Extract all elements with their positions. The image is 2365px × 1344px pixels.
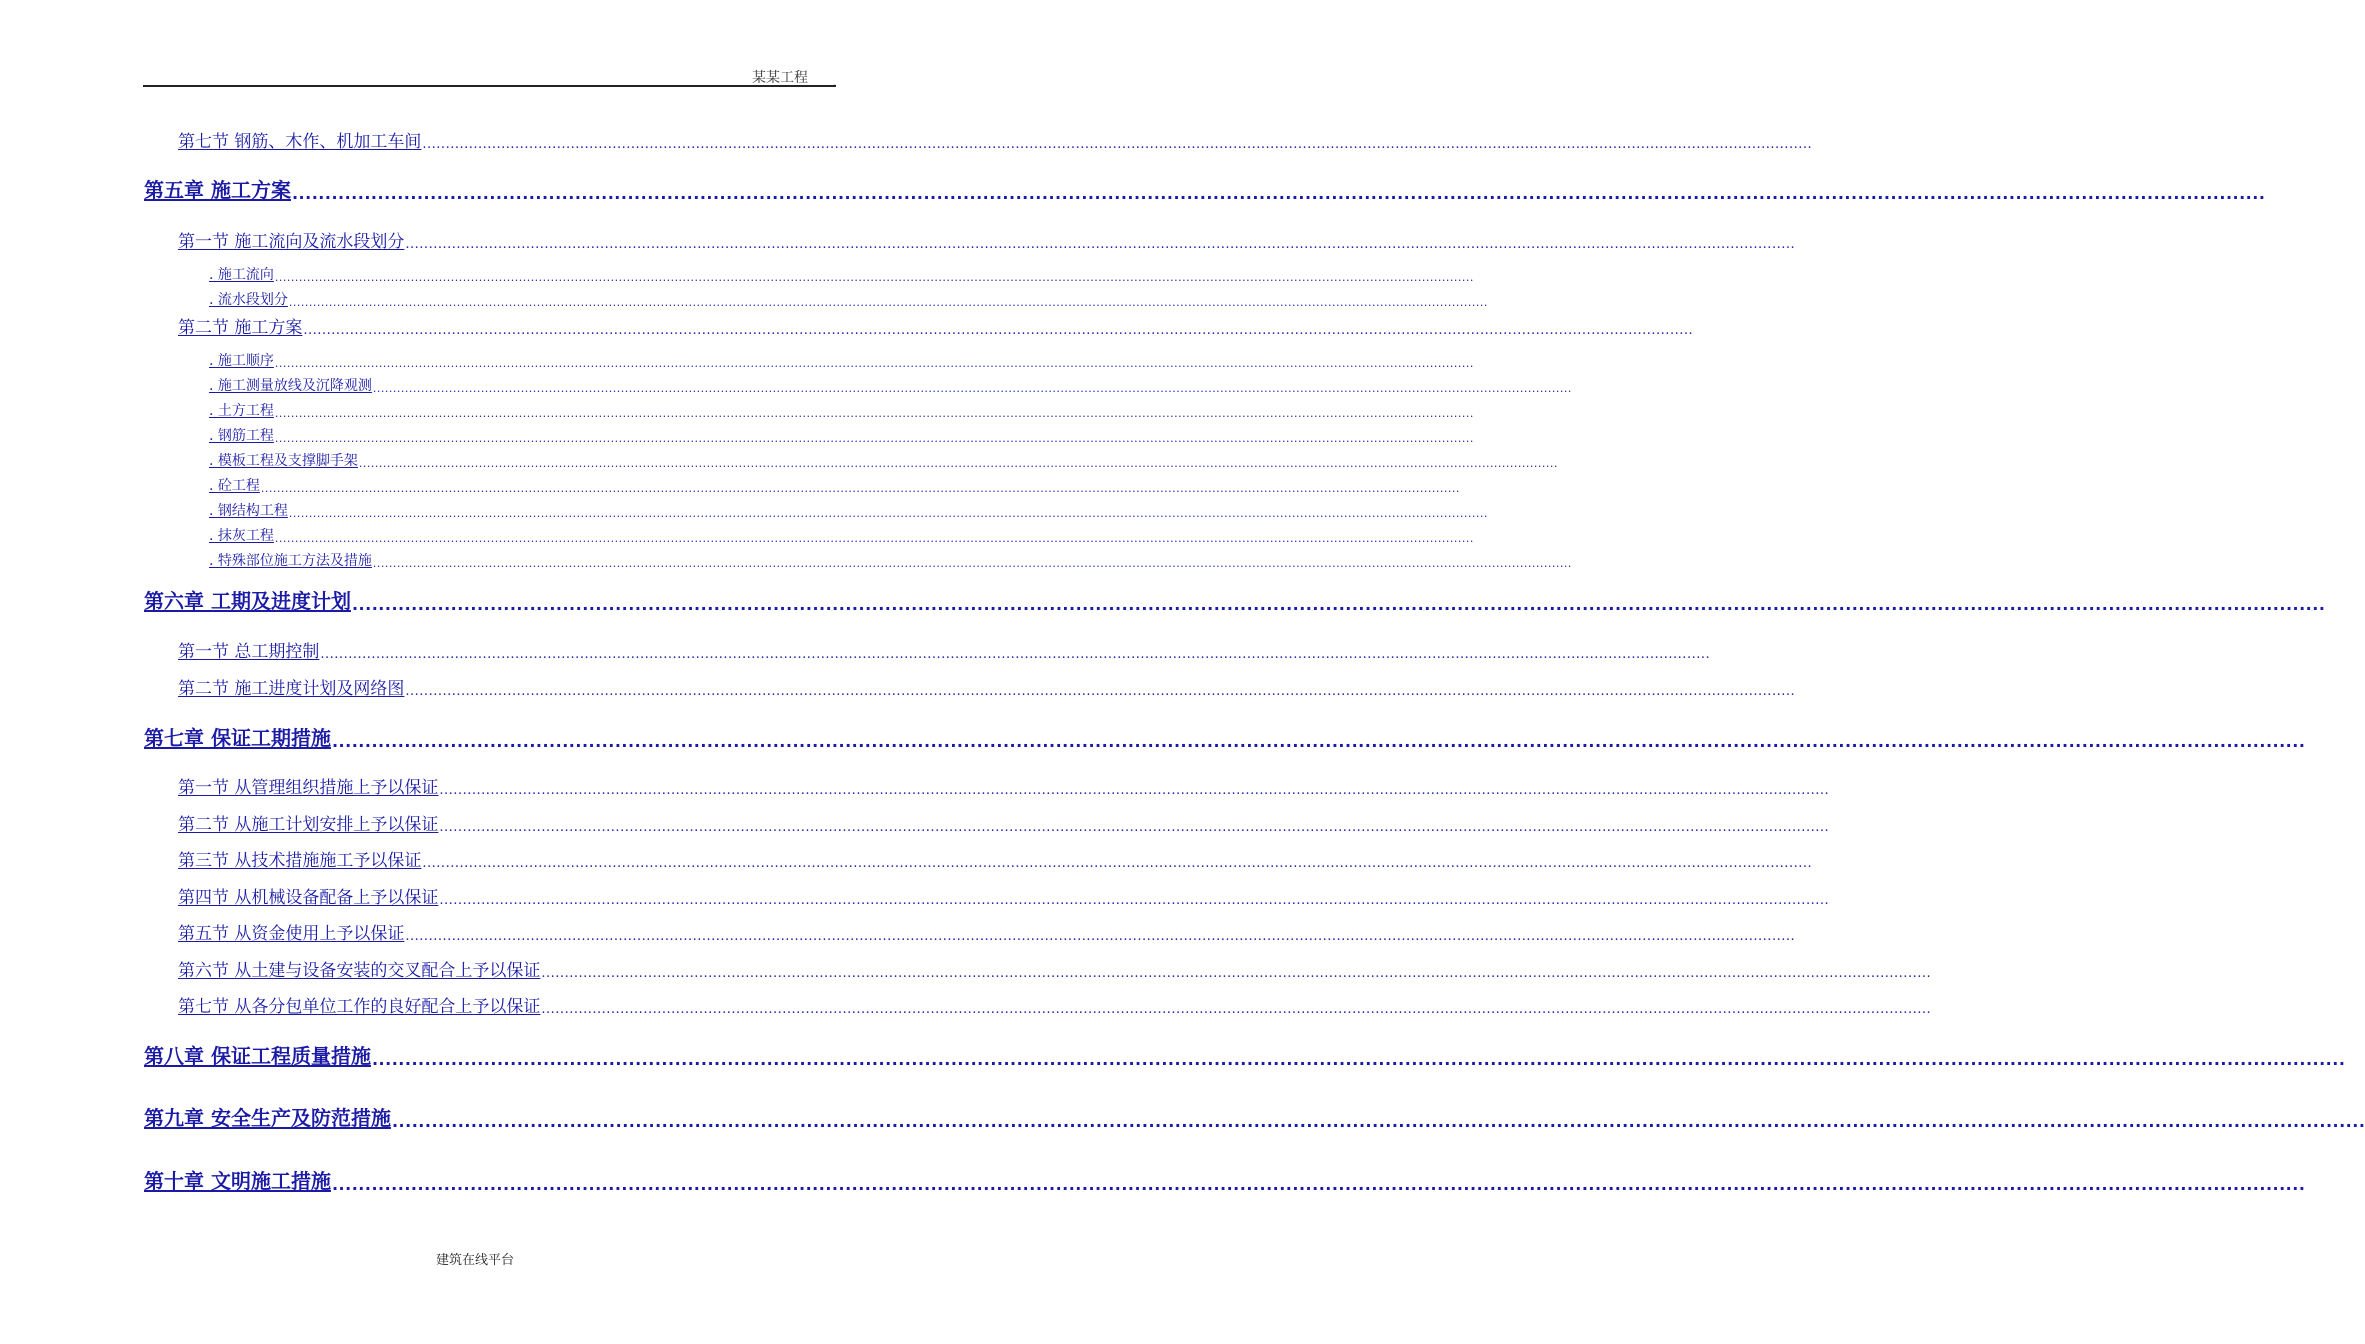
toc-dot-leader: ............................................................................................................................................................................................................................................................................................................ xyxy=(260,482,1460,495)
toc-chapter[interactable] xyxy=(144,1102,2365,1131)
toc-subsection[interactable] xyxy=(209,475,1460,495)
toc-section[interactable] xyxy=(178,313,1694,338)
toc-dot-leader: ............................................................................................................................................................................................................................................................................................................ xyxy=(439,783,1830,798)
toc-dot-leader: ............................................................................................................................................................................................................................................................................................................ xyxy=(288,507,1488,520)
toc-entry-label[interactable]: 第一节 施工流向及流水段划分 xyxy=(178,232,405,252)
toc-subsection[interactable] xyxy=(209,400,1474,420)
toc-entry-label[interactable]: . 特殊部位施工方法及措施 xyxy=(209,553,372,569)
toc-entry-label[interactable]: 第六节 从土建与设备安装的交叉配合上予以保证 xyxy=(178,961,541,981)
toc-subsection[interactable] xyxy=(209,550,1572,570)
toc-entry-label[interactable]: 第六章 工期及进度计划 xyxy=(144,589,351,613)
toc-subsection[interactable] xyxy=(209,289,1488,309)
toc-entry-label[interactable]: 第五章 施工方案 xyxy=(144,178,291,202)
page-footer: 建筑在线平台 xyxy=(435,1253,514,1268)
toc-dot-leader: ............................................................................................................................................................................................................................................................................................................ xyxy=(351,595,2326,614)
toc-dot-leader: ............................................................................................................................................................................................................................................................................................................ xyxy=(372,382,1572,395)
toc-entry-label[interactable]: 第五节 从资金使用上予以保证 xyxy=(178,924,405,944)
toc-section[interactable] xyxy=(178,919,1796,944)
header-dot: . xyxy=(833,76,837,89)
toc-dot-leader: ............................................................................................................................................................................................................................................................................................................ xyxy=(541,966,1932,981)
toc-dot-leader: ............................................................................................................................................................................................................................................................................................................ xyxy=(274,532,1474,545)
toc-entry-label[interactable]: 第二节 从施工计划安排上予以保证 xyxy=(178,815,439,835)
toc-dot-leader: ............................................................................................................................................................................................................................................................................................................ xyxy=(274,271,1474,284)
toc-entry-label[interactable]: 第八章 保证工程质量措施 xyxy=(144,1044,371,1068)
toc-dot-leader: ............................................................................................................................................................................................................................................................................................................ xyxy=(422,137,1813,152)
toc-section[interactable] xyxy=(178,674,1796,699)
toc-entry-label[interactable]: 第一节 总工期控制 xyxy=(178,642,320,662)
toc-section[interactable] xyxy=(178,883,1830,908)
toc-subsection[interactable] xyxy=(209,525,1474,545)
toc-section[interactable] xyxy=(178,992,1932,1017)
toc-entry-label[interactable]: 第二节 施工进度计划及网络图 xyxy=(178,679,405,699)
toc-entry-label[interactable]: 第七节 钢筋、木作、机加工车间 xyxy=(178,132,422,152)
toc-entry-label[interactable]: . 土方工程 xyxy=(209,403,274,419)
toc-entry-label[interactable]: . 抹灰工程 xyxy=(209,528,274,544)
toc-entry-label[interactable]: 第四节 从机械设备配备上予以保证 xyxy=(178,888,439,908)
toc-entry-label[interactable]: . 砼工程 xyxy=(209,478,260,494)
toc-dot-leader: ............................................................................................................................................................................................................................................................................................................ xyxy=(439,893,1830,908)
toc-dot-leader: ............................................................................................................................................................................................................................................................................................................ xyxy=(303,323,1694,338)
toc-dot-leader: ............................................................................................................................................................................................................................................................................................................ xyxy=(405,929,1796,944)
toc-subsection[interactable] xyxy=(209,450,1558,470)
toc-section[interactable] xyxy=(178,810,1830,835)
toc-section[interactable] xyxy=(178,956,1932,981)
toc-chapter[interactable] xyxy=(144,1165,2306,1194)
toc-entry-label[interactable]: 第十章 文明施工措施 xyxy=(144,1169,331,1193)
toc-dot-leader: ............................................................................................................................................................................................................................................................................................................ xyxy=(291,184,2266,203)
toc-section[interactable] xyxy=(178,846,1813,871)
toc-subsection[interactable] xyxy=(209,500,1488,520)
toc-dot-leader: ............................................................................................................................................................................................................................................................................................................ xyxy=(274,407,1474,420)
toc-subsection[interactable] xyxy=(209,264,1474,284)
toc-dot-leader: ............................................................................................................................................................................................................................................................................................................ xyxy=(274,357,1474,370)
toc-section[interactable] xyxy=(178,637,1711,662)
toc-entry-label[interactable]: 第三节 从技术措施施工予以保证 xyxy=(178,851,422,871)
toc-entry-label[interactable]: 第一节 从管理组织措施上予以保证 xyxy=(178,778,439,798)
toc-entry-label[interactable]: . 流水段划分 xyxy=(209,292,288,308)
toc-chapter[interactable] xyxy=(144,1040,2346,1069)
toc-subsection[interactable] xyxy=(209,350,1474,370)
toc-dot-leader: ............................................................................................................................................................................................................................................................................................................ xyxy=(391,1112,2365,1131)
toc-dot-leader: ............................................................................................................................................................................................................................................................................................................ xyxy=(320,647,1711,662)
toc-entry-label[interactable]: . 模板工程及支撑脚手架 xyxy=(209,453,358,469)
toc-entry-label[interactable]: 第七章 保证工期措施 xyxy=(144,726,331,750)
toc-dot-leader: ............................................................................................................................................................................................................................................................................................................ xyxy=(331,732,2306,751)
toc-entry-label[interactable]: 第二节 施工方案 xyxy=(178,318,303,338)
header-rule xyxy=(143,85,836,87)
toc-entry-label[interactable]: 第九章 安全生产及防范措施 xyxy=(144,1106,391,1130)
toc-entry-label[interactable]: . 施工顺序 xyxy=(209,353,274,369)
toc-subsection[interactable] xyxy=(209,375,1572,395)
toc-dot-leader: ............................................................................................................................................................................................................................................................................................................ xyxy=(422,856,1813,871)
toc-dot-leader: ............................................................................................................................................................................................................................................................................................................ xyxy=(288,296,1488,309)
header-title: 某某工程 xyxy=(752,70,808,86)
toc-entry-label[interactable]: . 施工流向 xyxy=(209,267,274,283)
toc-dot-leader: ............................................................................................................................................................................................................................................................................................................ xyxy=(405,684,1796,699)
toc-chapter[interactable] xyxy=(144,722,2306,751)
toc-dot-leader: ............................................................................................................................................................................................................................................................................................................ xyxy=(358,457,1558,470)
toc-chapter[interactable] xyxy=(144,585,2326,614)
toc-dot-leader: ............................................................................................................................................................................................................................................................................................................ xyxy=(541,1002,1932,1017)
toc-dot-leader: ............................................................................................................................................................................................................................................................................................................ xyxy=(439,820,1830,835)
toc-entry-label[interactable]: 第七节 从各分包单位工作的良好配合上予以保证 xyxy=(178,997,541,1017)
toc-dot-leader: ............................................................................................................................................................................................................................................................................................................ xyxy=(274,432,1474,445)
toc-entry-label[interactable]: . 施工测量放线及沉降观测 xyxy=(209,378,372,394)
toc-entry-label[interactable]: . 钢筋工程 xyxy=(209,428,274,444)
toc-entry-label[interactable]: . 钢结构工程 xyxy=(209,503,288,519)
toc-section[interactable] xyxy=(178,127,1813,152)
toc-dot-leader: ............................................................................................................................................................................................................................................................................................................ xyxy=(371,1050,2346,1069)
toc-dot-leader: ............................................................................................................................................................................................................................................................................................................ xyxy=(372,557,1572,570)
toc-section[interactable] xyxy=(178,773,1830,798)
toc-subsection[interactable] xyxy=(209,425,1474,445)
toc-chapter[interactable] xyxy=(144,174,2266,203)
toc-dot-leader: ............................................................................................................................................................................................................................................................................................................ xyxy=(331,1175,2306,1194)
toc-section[interactable] xyxy=(178,227,1796,252)
toc-dot-leader: ............................................................................................................................................................................................................................................................................................................ xyxy=(405,237,1796,252)
